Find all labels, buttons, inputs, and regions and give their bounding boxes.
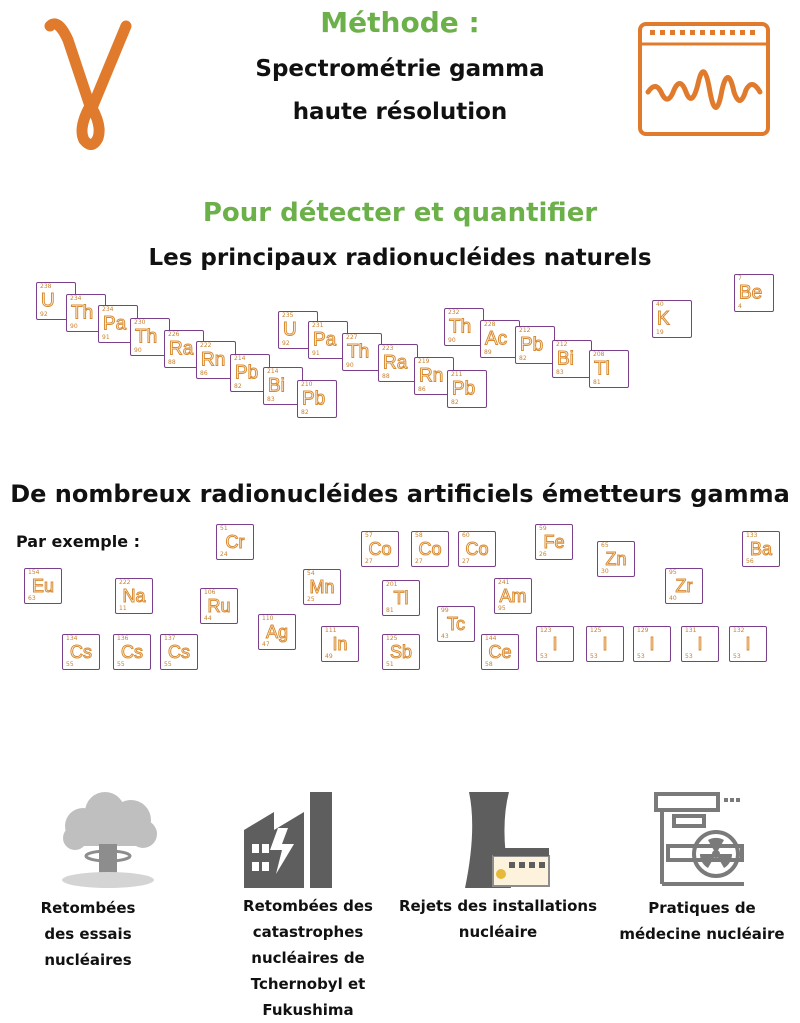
element-symbol: I bbox=[745, 634, 751, 654]
element-symbol: Co bbox=[465, 539, 489, 559]
element-symbol: I bbox=[697, 634, 703, 654]
artificial-nuclide-tile bbox=[24, 568, 62, 604]
element-symbol: Pb bbox=[302, 388, 326, 410]
atomic-number: 83 bbox=[267, 396, 275, 403]
mass-number: 228 bbox=[484, 321, 496, 328]
element-symbol: Tc bbox=[447, 614, 465, 634]
mass-number: 211 bbox=[451, 371, 463, 378]
artificial-nuclide-tile bbox=[200, 588, 238, 624]
element-symbol: In bbox=[332, 634, 348, 654]
mass-number: 51 bbox=[220, 525, 228, 532]
element-symbol: Cs bbox=[121, 642, 143, 662]
artificial-nuclide-tile bbox=[665, 568, 703, 604]
detect-title: Pour détecter et quantifier bbox=[202, 198, 598, 228]
element-symbol: Rn bbox=[419, 365, 444, 387]
atomic-number: 40 bbox=[669, 595, 677, 602]
mass-number: 232 bbox=[448, 309, 460, 316]
element-symbol: Th bbox=[347, 341, 370, 363]
atomic-number: 51 bbox=[386, 661, 394, 668]
natural-nuclide-tile bbox=[447, 370, 487, 408]
atomic-number: 55 bbox=[117, 661, 125, 668]
artificial-nuclide-tile bbox=[458, 531, 496, 567]
element-symbol: Cs bbox=[70, 642, 92, 662]
artificial-nuclide-tile bbox=[361, 531, 399, 567]
mass-number: 212 bbox=[556, 341, 568, 348]
element-symbol: I bbox=[602, 634, 608, 654]
mass-number: 214 bbox=[234, 355, 246, 362]
caption-nuclear-medicine: Pratiques de médecine nucléaire bbox=[619, 899, 785, 943]
element-symbol: Co bbox=[368, 539, 392, 559]
natural-nuclide-tile bbox=[589, 350, 629, 388]
element-symbol: Th bbox=[71, 302, 94, 324]
artificial-nuclide-tile bbox=[633, 626, 671, 662]
element-symbol: Pb bbox=[235, 362, 259, 384]
mass-number: 110 bbox=[262, 615, 274, 622]
element-symbol: Ra bbox=[383, 352, 408, 374]
artificial-nuclide-tile bbox=[216, 524, 254, 560]
atomic-number: 82 bbox=[301, 409, 309, 416]
damaged-plant-icon bbox=[240, 790, 340, 890]
mass-number: 65 bbox=[601, 542, 609, 549]
element-symbol: Eu bbox=[31, 576, 55, 596]
element-symbol: Th bbox=[449, 316, 472, 338]
element-symbol: Fe bbox=[543, 532, 565, 552]
mass-number: 201 bbox=[386, 581, 398, 588]
mass-number: 95 bbox=[669, 569, 677, 576]
artificial-nuclide-tile bbox=[481, 634, 519, 670]
element-symbol: Tl bbox=[594, 358, 610, 380]
atomic-number: 56 bbox=[746, 558, 754, 565]
mass-number: 60 bbox=[462, 532, 470, 539]
atomic-number: 55 bbox=[66, 661, 74, 668]
atomic-number: 90 bbox=[70, 323, 78, 330]
atomic-number: 90 bbox=[134, 347, 142, 354]
atomic-number: 49 bbox=[325, 653, 333, 660]
element-symbol: Cr bbox=[225, 532, 245, 552]
medical-scanner-icon bbox=[650, 790, 750, 890]
element-symbol: Bi bbox=[557, 348, 574, 370]
element-symbol: Sb bbox=[389, 642, 413, 662]
atomic-number: 88 bbox=[382, 373, 390, 380]
mass-number: 226 bbox=[168, 331, 180, 338]
atomic-number: 53 bbox=[685, 653, 693, 660]
atomic-number: 95 bbox=[498, 605, 506, 612]
natural-nuclide-tile bbox=[342, 333, 382, 371]
mass-number: 222 bbox=[200, 342, 212, 349]
element-symbol: I bbox=[552, 634, 558, 654]
mass-number: 134 bbox=[66, 635, 78, 642]
mass-number: 59 bbox=[539, 525, 547, 532]
natural-nuclide-tile bbox=[734, 274, 774, 312]
mass-number: 99 bbox=[441, 607, 449, 614]
element-symbol: Bi bbox=[268, 375, 285, 397]
method-line-1: Spectrométrie gamma bbox=[255, 56, 545, 82]
artificial-nuclide-tile bbox=[437, 606, 475, 642]
atomic-number: 27 bbox=[415, 558, 423, 565]
mushroom-cloud-icon bbox=[55, 790, 165, 890]
artificial-title: De nombreux radionucléides artificiels émetteurs gamma bbox=[10, 480, 790, 508]
natural-nuclide-tile bbox=[378, 344, 418, 382]
element-symbol: Ba bbox=[749, 539, 773, 559]
atomic-number: 82 bbox=[519, 355, 527, 362]
natural-subtitle: Les principaux radionucléides naturels bbox=[148, 245, 652, 271]
natural-nuclide-tile bbox=[480, 320, 520, 358]
caption-nuclear-tests: Retombées des essais nucléaires bbox=[40, 899, 136, 969]
mass-number: 238 bbox=[40, 283, 52, 290]
mass-number: 234 bbox=[70, 295, 82, 302]
element-symbol: Be bbox=[739, 282, 763, 304]
mass-number: 144 bbox=[485, 635, 497, 642]
spectrum-window-icon bbox=[636, 20, 772, 138]
atomic-number: 47 bbox=[262, 641, 270, 648]
artificial-nuclide-tile bbox=[681, 626, 719, 662]
atomic-number: 27 bbox=[365, 558, 373, 565]
element-symbol: Na bbox=[122, 586, 146, 606]
artificial-nuclide-tile bbox=[536, 626, 574, 662]
mass-number: 154 bbox=[28, 569, 40, 576]
atomic-number: 81 bbox=[386, 607, 394, 614]
atomic-number: 86 bbox=[418, 386, 426, 393]
mass-number: 219 bbox=[418, 358, 430, 365]
mass-number: 40 bbox=[656, 301, 664, 308]
artificial-nuclide-tile bbox=[411, 531, 449, 567]
atomic-number: 4 bbox=[738, 303, 742, 310]
artificial-nuclide-tile bbox=[115, 578, 153, 614]
atomic-number: 55 bbox=[164, 661, 172, 668]
artificial-nuclide-tile bbox=[62, 634, 100, 670]
artificial-nuclide-tile bbox=[382, 580, 420, 616]
atomic-number: 53 bbox=[733, 653, 741, 660]
caption-nuclear-disasters: Retombées des catastrophes nucléaires de Tchernobyl et Fukushima bbox=[243, 897, 373, 1019]
atomic-number: 90 bbox=[448, 337, 456, 344]
mass-number: 241 bbox=[498, 579, 510, 586]
atomic-number: 30 bbox=[601, 568, 609, 575]
mass-number: 227 bbox=[346, 334, 358, 341]
mass-number: 210 bbox=[301, 381, 313, 388]
mass-number: 125 bbox=[590, 627, 602, 634]
atomic-number: 81 bbox=[593, 379, 601, 386]
artificial-nuclide-tile bbox=[258, 614, 296, 650]
element-symbol: Am bbox=[499, 586, 527, 606]
atomic-number: 11 bbox=[119, 605, 127, 612]
atomic-number: 91 bbox=[102, 334, 110, 341]
natural-nuclide-tile bbox=[297, 380, 337, 418]
mass-number: 54 bbox=[307, 570, 315, 577]
element-symbol: U bbox=[283, 319, 297, 341]
atomic-number: 58 bbox=[485, 661, 493, 668]
mass-number: 123 bbox=[540, 627, 552, 634]
atomic-number: 27 bbox=[462, 558, 470, 565]
element-symbol: Zr bbox=[675, 576, 693, 596]
artificial-nuclide-tile bbox=[535, 524, 573, 560]
mass-number: 235 bbox=[282, 312, 294, 319]
mass-number: 132 bbox=[733, 627, 745, 634]
element-symbol: Ag bbox=[265, 622, 289, 642]
atomic-number: 92 bbox=[282, 340, 290, 347]
caption-installation-releases: Rejets des installations nucléaire bbox=[398, 897, 598, 941]
atomic-number: 89 bbox=[484, 349, 492, 356]
natural-nuclide-tile bbox=[515, 326, 555, 364]
element-symbol: Pa bbox=[313, 329, 337, 351]
mass-number: 131 bbox=[685, 627, 697, 634]
mass-number: 106 bbox=[204, 589, 216, 596]
artificial-nuclide-tile bbox=[597, 541, 635, 577]
element-symbol: Th bbox=[135, 326, 158, 348]
element-symbol: Rn bbox=[201, 349, 226, 371]
element-symbol: Zn bbox=[605, 549, 627, 569]
atomic-number: 86 bbox=[200, 370, 208, 377]
element-symbol: Ra bbox=[169, 338, 194, 360]
element-symbol: Co bbox=[418, 539, 442, 559]
mass-number: 111 bbox=[325, 627, 337, 634]
mass-number: 133 bbox=[746, 532, 758, 539]
atomic-number: 53 bbox=[637, 653, 645, 660]
atomic-number: 90 bbox=[346, 362, 354, 369]
mass-number: 7 bbox=[738, 275, 742, 282]
atomic-number: 25 bbox=[307, 596, 315, 603]
mass-number: 234 bbox=[102, 306, 114, 313]
mass-number: 208 bbox=[593, 351, 605, 358]
element-symbol: K bbox=[657, 308, 670, 330]
artificial-nuclide-tile bbox=[586, 626, 624, 662]
atomic-number: 92 bbox=[40, 311, 48, 318]
mass-number: 136 bbox=[117, 635, 129, 642]
element-symbol: Ce bbox=[488, 642, 512, 662]
atomic-number: 19 bbox=[656, 329, 664, 336]
element-symbol: Tl bbox=[393, 588, 409, 608]
artificial-nuclide-tile bbox=[382, 634, 420, 670]
atomic-number: 82 bbox=[234, 383, 242, 390]
cooling-tower-icon bbox=[455, 790, 555, 890]
element-symbol: I bbox=[649, 634, 655, 654]
element-symbol: U bbox=[41, 290, 55, 312]
artificial-nuclide-tile bbox=[729, 626, 767, 662]
artificial-nuclide-tile bbox=[113, 634, 151, 670]
mass-number: 57 bbox=[365, 532, 373, 539]
method-line-2: haute résolution bbox=[292, 99, 508, 125]
mass-number: 214 bbox=[267, 368, 279, 375]
natural-nuclide-tile bbox=[552, 340, 592, 378]
natural-nuclide-tile bbox=[652, 300, 692, 338]
atomic-number: 53 bbox=[590, 653, 598, 660]
element-symbol: Pb bbox=[520, 334, 544, 356]
mass-number: 125 bbox=[386, 635, 398, 642]
atomic-number: 88 bbox=[168, 359, 176, 366]
atomic-number: 83 bbox=[556, 369, 564, 376]
atomic-number: 53 bbox=[540, 653, 548, 660]
mass-number: 137 bbox=[164, 635, 176, 642]
artificial-nuclide-tile bbox=[303, 569, 341, 605]
element-symbol: Mn bbox=[309, 577, 335, 597]
mass-number: 212 bbox=[519, 327, 531, 334]
atomic-number: 43 bbox=[441, 633, 449, 640]
mass-number: 58 bbox=[415, 532, 423, 539]
natural-nuclide-tile bbox=[444, 308, 484, 346]
element-symbol: Pa bbox=[103, 313, 127, 335]
atomic-number: 24 bbox=[220, 551, 228, 558]
atomic-number: 82 bbox=[451, 399, 459, 406]
atomic-number: 91 bbox=[312, 350, 320, 357]
mass-number: 129 bbox=[637, 627, 649, 634]
element-symbol: Cs bbox=[168, 642, 190, 662]
element-symbol: Ru bbox=[207, 596, 231, 616]
artificial-nuclide-tile bbox=[494, 578, 532, 614]
artificial-nuclide-tile bbox=[160, 634, 198, 670]
mass-number: 231 bbox=[312, 322, 324, 329]
artificial-nuclide-tile bbox=[321, 626, 359, 662]
example-label: Par exemple : bbox=[16, 532, 141, 551]
mass-number: 230 bbox=[134, 319, 146, 326]
atomic-number: 26 bbox=[539, 551, 547, 558]
atomic-number: 44 bbox=[204, 615, 212, 622]
element-symbol: Pb bbox=[452, 378, 476, 400]
method-title: Méthode : bbox=[320, 6, 480, 39]
atomic-number: 63 bbox=[28, 595, 36, 602]
element-symbol: Ac bbox=[485, 328, 508, 350]
mass-number: 223 bbox=[382, 345, 394, 352]
artificial-nuclide-tile bbox=[742, 531, 780, 567]
mass-number: 222 bbox=[119, 579, 131, 586]
